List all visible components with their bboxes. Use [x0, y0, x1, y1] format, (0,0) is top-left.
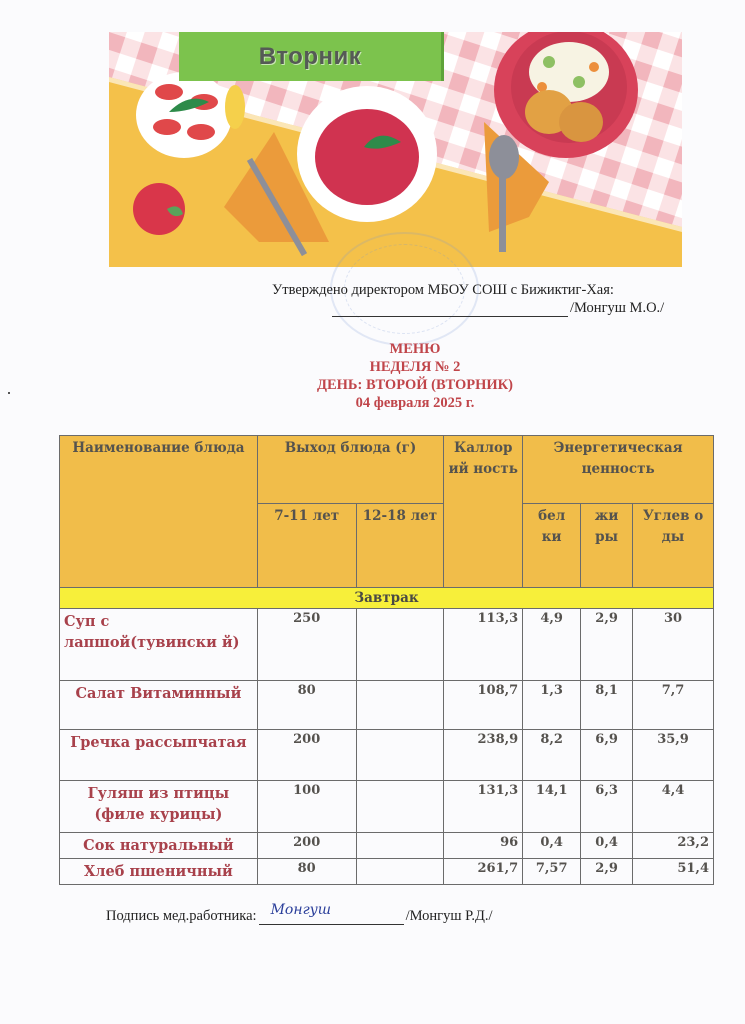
yield-7-11: 200 — [257, 833, 356, 859]
scan-mark — [8, 392, 10, 394]
medical-worker-signature — [106, 902, 493, 925]
fats: 2,9 — [581, 609, 633, 681]
dish-name: Гуляш из птицы (филе курицы) — [60, 781, 258, 833]
calories: 131,3 — [444, 781, 523, 833]
table-row — [60, 833, 714, 859]
yield-12-18 — [356, 833, 444, 859]
carbs: 4,4 — [633, 781, 714, 833]
carbs: 7,7 — [633, 681, 714, 730]
carbs: 51,4 — [633, 859, 714, 885]
approval-text: Утверждено директором МБОУ СОШ с Бижиктиг-Хая: — [272, 282, 614, 298]
proteins: 0,4 — [523, 833, 581, 859]
table-row — [60, 859, 714, 885]
header-dish-name: Наименование блюда — [60, 436, 258, 588]
dish-name: Суп с лапшой(тувински й) — [60, 609, 258, 681]
fats: 6,9 — [581, 730, 633, 781]
calories: 96 — [444, 833, 523, 859]
header-yield-12-18: 12-18 лет — [356, 504, 444, 588]
proteins: 7,57 — [523, 859, 581, 885]
signature-line — [332, 300, 568, 317]
day-label: Вторник — [179, 32, 444, 81]
dish-name: Сок натуральный — [60, 833, 258, 859]
header-yield-7-11: 7-11 лет — [257, 504, 356, 588]
section-breakfast: Завтрак — [60, 588, 714, 609]
table-row — [60, 609, 714, 681]
table-row — [60, 781, 714, 833]
header-carbs: Углев о ды — [633, 504, 714, 588]
proteins: 8,2 — [523, 730, 581, 781]
yield-7-11: 80 — [257, 859, 356, 885]
fats: 2,9 — [581, 859, 633, 885]
carbs: 23,2 — [633, 833, 714, 859]
yield-12-18 — [356, 859, 444, 885]
yield-7-11: 100 — [257, 781, 356, 833]
header-yield: Выход блюда (г) — [257, 436, 443, 504]
yield-12-18 — [356, 781, 444, 833]
dish-name: Салат Витаминный — [60, 681, 258, 730]
proteins: 1,3 — [523, 681, 581, 730]
yield-12-18 — [356, 609, 444, 681]
header-energy-value: Энергетическая ценность — [523, 436, 714, 504]
calories: 113,3 — [444, 609, 523, 681]
dish-name: Хлеб пшеничный — [60, 859, 258, 885]
yield-12-18 — [356, 681, 444, 730]
table-row — [60, 730, 714, 781]
menu-date: 04 февраля 2025 г. — [355, 395, 475, 411]
calories: 238,9 — [444, 730, 523, 781]
fats: 6,3 — [581, 781, 633, 833]
proteins: 14,1 — [523, 781, 581, 833]
fats: 0,4 — [581, 833, 633, 859]
yield-12-18 — [356, 730, 444, 781]
week-number: НЕДЕЛЯ № 2 — [369, 359, 461, 375]
proteins: 4,9 — [523, 609, 581, 681]
yield-7-11: 250 — [257, 609, 356, 681]
carbs: 35,9 — [633, 730, 714, 781]
menu-table — [59, 435, 714, 885]
medical-worker-name: /Монгуш Р.Д./ — [405, 908, 493, 924]
approval-signature-line — [332, 300, 664, 317]
table-row — [60, 681, 714, 730]
yield-7-11: 80 — [257, 681, 356, 730]
calories: 261,7 — [444, 859, 523, 885]
dish-name: Гречка рассыпчатая — [60, 730, 258, 781]
header-fats: жи ры — [581, 504, 633, 588]
fats: 8,1 — [581, 681, 633, 730]
menu-title: МЕНЮ — [389, 341, 441, 357]
handwritten-signature: Монгуш — [270, 902, 332, 918]
signature-label: Подпись мед.работника: — [106, 908, 257, 924]
signature-line — [259, 902, 404, 925]
carbs: 30 — [633, 609, 714, 681]
menu-title-block — [280, 340, 550, 412]
header-proteins: бел ки — [523, 504, 581, 588]
yield-7-11: 200 — [257, 730, 356, 781]
header-calories: Каллор ий ность — [444, 436, 523, 588]
calories: 108,7 — [444, 681, 523, 730]
approval-signatory: /Монгуш М.О./ — [570, 300, 665, 316]
day-name: ДЕНЬ: ВТОРОЙ (ВТОРНИК) — [317, 377, 513, 393]
